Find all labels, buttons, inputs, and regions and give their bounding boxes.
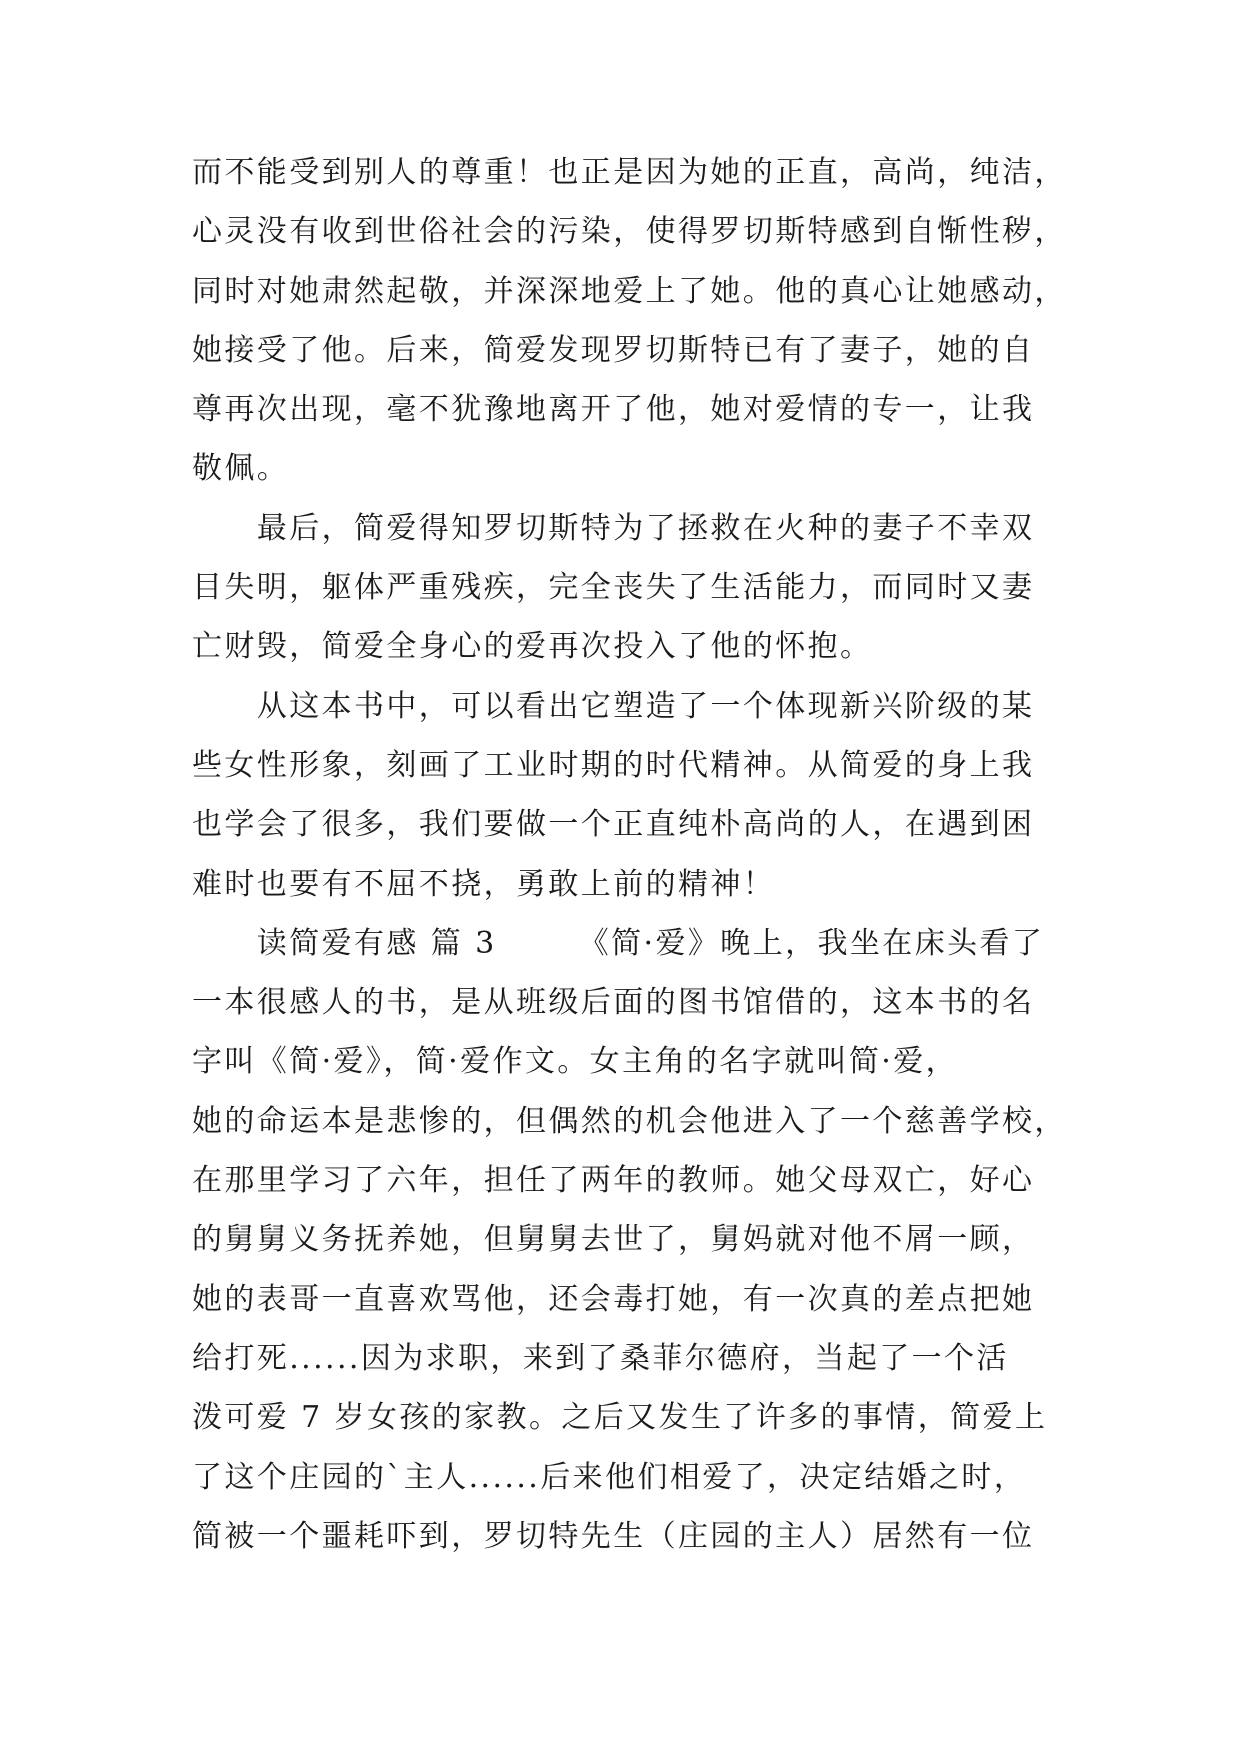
body-text <box>192 143 1092 1566</box>
text-line: 在那里学习了六年，担任了两年的教师。她父母双亡，好心 <box>192 1163 1035 1199</box>
text-line: 尊再次出现，毫不犹豫地离开了他，她对爱情的专一，让我 <box>192 392 1035 428</box>
text-line: 她接受了他。后来，简爱发现罗切斯特已有了妻子，她的自 <box>192 332 1035 368</box>
text-line: 难时也要有不屈不挠，勇敢上前的精神！ <box>192 866 776 902</box>
text-line: 亡财毁，简爱全身心的爱再次投入了他的怀抱。 <box>192 629 873 665</box>
text-line: 的舅舅义务抚养她，但舅舅去世了，舅妈就对他不屑一顾， <box>192 1222 1035 1258</box>
text-line: 而不能受到别人的尊重！也正是因为她的正直，高尚，纯洁， <box>192 155 1067 190</box>
text-line: 目失明，躯体严重残疾，完全丧失了生活能力，而同时又妻 <box>192 570 1035 606</box>
text-line: 字叫《简·爱》，简·爱作文。女主角的名字就叫简·爱， <box>192 1044 959 1080</box>
text-line: 简被一个噩耗吓到，罗切特先生（庄园的主人）居然有一位 <box>192 1518 1035 1554</box>
text-line: 一本很感人的书，是从班级后面的图书馆借的，这本书的名 <box>192 985 1035 1021</box>
text-line: 些女性形象，刻画了工业时期的时代精神。从简爱的身上我 <box>192 747 1035 783</box>
text-line: 给打死......因为求职，来到了桑菲尔德府，当起了一个活 <box>192 1340 1009 1376</box>
text-line: 敬佩。 <box>192 451 290 487</box>
text-line: 她的命运本是悲惨的，但偶然的机会他进入了一个慈善学校， <box>192 1103 1067 1139</box>
text-line: 她的表哥一直喜欢骂他，还会毒打她，有一次真的差点把她 <box>192 1281 1035 1317</box>
text-line: 从这本书中，可以看出它塑造了一个体现新兴阶级的某 <box>192 688 1035 724</box>
text-line: 了这个庄园的`主人......后来他们相爱了，决定结婚之时， <box>192 1459 1027 1495</box>
text-line: 最后，简爱得知罗切斯特为了拯救在火种的妻子不幸双 <box>192 510 1035 546</box>
text-line: 泼可爱 7 岁女孩的家教。之后又发生了许多的事情，简爱上 <box>192 1400 1048 1436</box>
text-line: 同时对她肃然起敬，并深深地爱上了她。他的真心让她感动， <box>192 273 1067 309</box>
text-line: 心灵没有收到世俗社会的污染，使得罗切斯特感到自惭性秽， <box>192 214 1067 250</box>
text-line: 也学会了很多，我们要做一个正直纯朴高尚的人，在遇到困 <box>192 807 1035 843</box>
text-line: 读简爱有感 篇 3 《简·爱》晚上，我坐在床头看了 <box>192 925 1045 961</box>
